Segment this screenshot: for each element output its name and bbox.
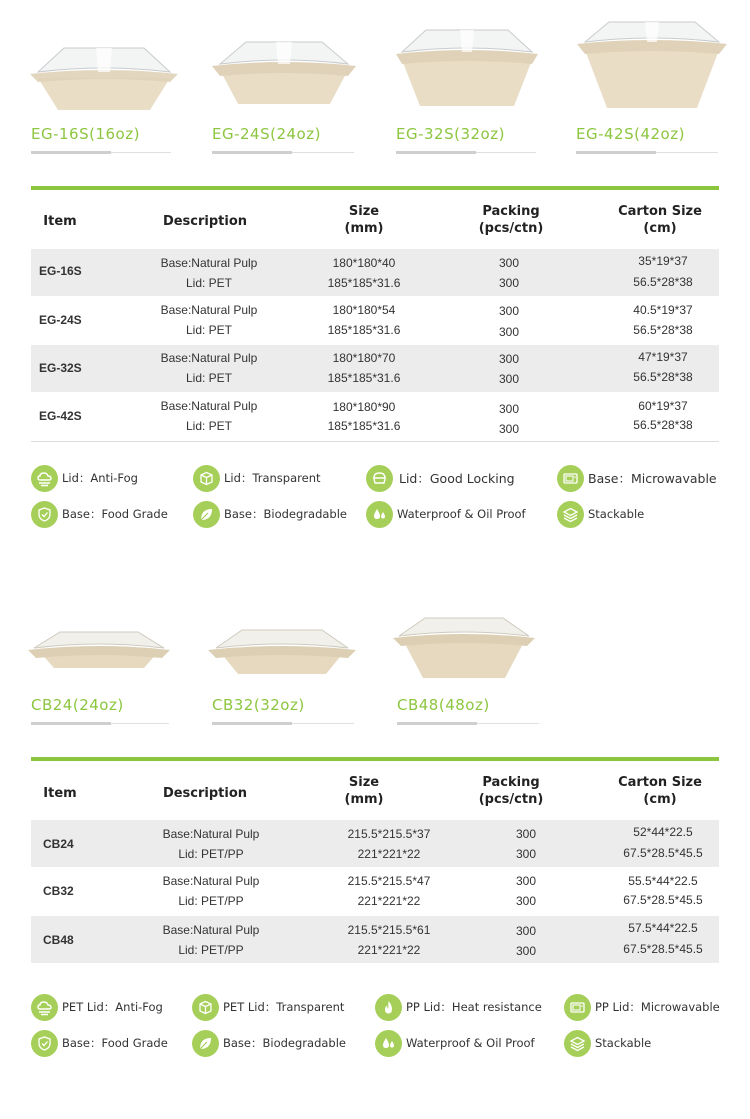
product-underline	[31, 723, 169, 724]
table-row	[31, 297, 719, 344]
cell-pack-base: 300	[515, 874, 537, 888]
header-carton-line2: (cm)	[643, 792, 677, 807]
header-description: Description	[162, 786, 248, 801]
cell-size-base: 215.5*215.5*37	[347, 827, 431, 841]
product-underline	[212, 152, 354, 153]
cell-desc-base: Base:Natural Pulp	[160, 351, 258, 365]
feature-item	[557, 500, 644, 528]
header-item: Item	[43, 214, 77, 229]
header-description: Description	[162, 214, 248, 229]
cell-size-lid: 221*221*22	[357, 943, 421, 957]
cell-pack-lid: 300	[498, 372, 520, 386]
feature-item	[31, 464, 138, 492]
product-underline	[31, 152, 171, 153]
header-packing-line2: (pcs/ctn)	[478, 792, 544, 807]
feature-label: Waterproof & Oil Proof	[397, 507, 526, 521]
table-row	[31, 916, 719, 963]
cell-pack-base: 300	[498, 304, 520, 318]
product-underline	[576, 152, 718, 153]
feature-item	[31, 1029, 168, 1057]
droplet-icon	[375, 1030, 402, 1057]
feature-label: Lid：Transparent	[224, 471, 321, 485]
leaf-icon	[192, 1030, 219, 1057]
bowl-image	[391, 614, 537, 682]
green-divider	[31, 757, 719, 761]
feature-item	[366, 500, 526, 528]
cell-desc-base: Base:Natural Pulp	[160, 303, 258, 317]
feature-item	[192, 1029, 346, 1057]
product-name: EG-42S(42oz)	[576, 125, 685, 143]
shield-icon	[31, 1030, 58, 1057]
feature-item	[31, 993, 163, 1021]
cell-carton-base: 35*19*37	[638, 254, 688, 268]
cell-size-base: 180*180*40	[332, 256, 396, 270]
table-row	[31, 249, 719, 296]
header-size	[314, 774, 414, 808]
anti-fog-icon	[31, 994, 58, 1021]
cell-pack-base: 300	[515, 827, 537, 841]
feature-label: PET Lid：Anti-Fog	[62, 1000, 163, 1014]
header-carton-line1: Carton Size	[618, 775, 702, 790]
cell-item: EG-16S	[39, 264, 82, 278]
cell-item: CB48	[43, 933, 74, 947]
product-underline	[212, 723, 354, 724]
cell-size-lid: 185*185*31.6	[327, 323, 401, 337]
flame-icon	[375, 994, 402, 1021]
header-packing-line1: Packing	[482, 775, 540, 790]
feature-label: Base：Biodegradable	[223, 1036, 346, 1050]
feature-label: Base：Food Grade	[62, 1036, 168, 1050]
shield-icon	[31, 501, 58, 528]
feature-item	[193, 500, 347, 528]
header-size	[314, 203, 414, 237]
cell-pack-base: 300	[515, 924, 537, 938]
header-packing-line1: Packing	[482, 204, 540, 219]
cell-size-base: 215.5*215.5*61	[347, 923, 431, 937]
header-size-line2: (mm)	[344, 792, 384, 807]
cell-desc-lid: Lid: PET	[185, 323, 233, 337]
cell-desc-lid: Lid: PET	[185, 419, 233, 433]
header-carton-line2: (cm)	[643, 221, 677, 236]
cell-carton-lid: 67.5*28.5*45.5	[623, 942, 703, 956]
cell-desc-base: Base:Natural Pulp	[162, 923, 260, 937]
cell-carton-lid: 56.5*28*38	[633, 275, 693, 289]
cell-item: EG-42S	[39, 409, 82, 423]
cell-size-base: 180*180*90	[332, 400, 396, 414]
header-carton	[605, 774, 715, 808]
cell-desc-lid: Lid: PET/PP	[178, 847, 244, 861]
feature-item	[193, 464, 321, 492]
cell-size-base: 180*180*54	[332, 303, 396, 317]
feature-label: Base：Microwavable	[588, 471, 717, 486]
cell-pack-base: 300	[498, 256, 520, 270]
cell-desc-lid: Lid: PET/PP	[178, 894, 244, 908]
cell-carton-base: 52*44*22.5	[633, 825, 693, 839]
feature-label: Stackable	[595, 1036, 652, 1050]
cell-carton-base: 40.5*19*37	[633, 303, 693, 317]
cell-pack-base: 300	[498, 402, 520, 416]
cell-size-lid: 221*221*22	[357, 847, 421, 861]
cell-carton-lid: 67.5*28.5*45.5	[623, 846, 703, 860]
feature-item	[31, 500, 168, 528]
cell-carton-base: 60*19*37	[638, 399, 688, 413]
cell-desc-base: Base:Natural Pulp	[160, 256, 258, 270]
cell-desc-base: Base:Natural Pulp	[160, 399, 258, 413]
cell-item: EG-32S	[39, 361, 82, 375]
leaf-icon	[193, 501, 220, 528]
cell-size-lid: 221*221*22	[357, 894, 421, 908]
anti-fog-icon	[31, 465, 58, 492]
feature-item	[192, 993, 344, 1021]
feature-item	[375, 993, 542, 1021]
cell-pack-lid: 300	[498, 325, 520, 339]
cell-pack-lid: 300	[498, 422, 520, 436]
cell-carton-lid: 67.5*28.5*45.5	[623, 893, 703, 907]
feature-item	[557, 464, 717, 492]
header-carton-line1: Carton Size	[618, 204, 702, 219]
header-size-line1: Size	[348, 775, 380, 790]
product-name: CB48(48oz)	[397, 696, 490, 714]
stack-icon	[557, 501, 584, 528]
cell-desc-lid: Lid: PET	[185, 276, 233, 290]
green-divider	[31, 186, 719, 190]
feature-label: Lid：Anti-Fog	[62, 471, 138, 485]
cell-desc-lid: Lid: PET	[185, 371, 233, 385]
cell-carton-base: 57.5*44*22.5	[628, 921, 698, 935]
cell-desc-lid: Lid: PET/PP	[178, 943, 244, 957]
cell-desc-base: Base:Natural Pulp	[162, 874, 260, 888]
cell-desc-base: Base:Natural Pulp	[162, 827, 260, 841]
feature-label: Waterproof & Oil Proof	[406, 1036, 535, 1050]
cell-pack-lid: 300	[498, 276, 520, 290]
microwave-icon	[557, 465, 584, 492]
cell-size-lid: 185*185*31.6	[327, 276, 401, 290]
product-underline	[397, 723, 539, 724]
cell-item: EG-24S	[39, 313, 82, 327]
feature-label: PP Lid：Heat resistance	[406, 1000, 542, 1014]
table-row	[31, 820, 719, 867]
cell-carton-lid: 56.5*28*38	[633, 370, 693, 384]
cell-pack-lid: 300	[515, 944, 537, 958]
cell-size-base: 215.5*215.5*47	[347, 874, 431, 888]
droplet-icon	[366, 501, 393, 528]
feature-label: PP Lid：Microwavable	[595, 1000, 720, 1014]
table-row	[31, 868, 719, 915]
cell-pack-base: 300	[498, 352, 520, 366]
feature-label: Base：Biodegradable	[224, 507, 347, 521]
feature-item	[366, 464, 515, 492]
transparent-box-icon	[193, 465, 220, 492]
bowl-image	[573, 16, 731, 112]
bowl-image	[206, 36, 362, 108]
header-item: Item	[43, 786, 77, 801]
bowl-image	[392, 24, 542, 110]
locking-icon	[366, 465, 393, 492]
cell-item: CB32	[43, 884, 74, 898]
cell-carton-lid: 56.5*28*38	[633, 418, 693, 432]
header-packing	[456, 203, 566, 237]
product-underline	[396, 152, 536, 153]
microwave-icon	[564, 994, 591, 1021]
header-carton	[605, 203, 715, 237]
header-size-line2: (mm)	[344, 221, 384, 236]
product-name: CB32(32oz)	[212, 696, 305, 714]
cell-size-lid: 185*185*31.6	[327, 371, 401, 385]
cell-pack-lid: 300	[515, 847, 537, 861]
bowl-image	[26, 628, 172, 672]
header-size-line1: Size	[348, 204, 380, 219]
feature-item	[564, 993, 720, 1021]
cell-carton-base: 47*19*37	[638, 350, 688, 364]
cell-carton-lid: 56.5*28*38	[633, 323, 693, 337]
product-name: EG-24S(24oz)	[212, 125, 321, 143]
product-name: EG-16S(16oz)	[31, 125, 140, 143]
cell-size-lid: 185*185*31.6	[327, 419, 401, 433]
table-row	[31, 393, 719, 440]
feature-label: PET Lid：Transparent	[223, 1000, 345, 1014]
stack-icon	[564, 1030, 591, 1057]
header-packing	[456, 774, 566, 808]
header-packing-line2: (pcs/ctn)	[478, 221, 544, 236]
product-name: EG-32S(32oz)	[396, 125, 505, 143]
product-name: CB24(24oz)	[31, 696, 124, 714]
feature-label: Base：Food Grade	[62, 507, 168, 521]
cell-item: CB24	[43, 837, 74, 851]
bowl-image	[206, 626, 358, 678]
bowl-image	[24, 40, 184, 116]
cell-carton-base: 55.5*44*22.5	[628, 874, 698, 888]
table-row	[31, 345, 719, 392]
feature-label: Lid：Good Locking	[399, 471, 515, 486]
feature-item	[564, 1029, 651, 1057]
cell-pack-lid: 300	[515, 894, 537, 908]
table-bottom-rule	[31, 441, 719, 442]
feature-label: Stackable	[588, 507, 645, 521]
cell-size-base: 180*180*70	[332, 351, 396, 365]
transparent-box-icon	[192, 994, 219, 1021]
feature-item	[375, 1029, 535, 1057]
